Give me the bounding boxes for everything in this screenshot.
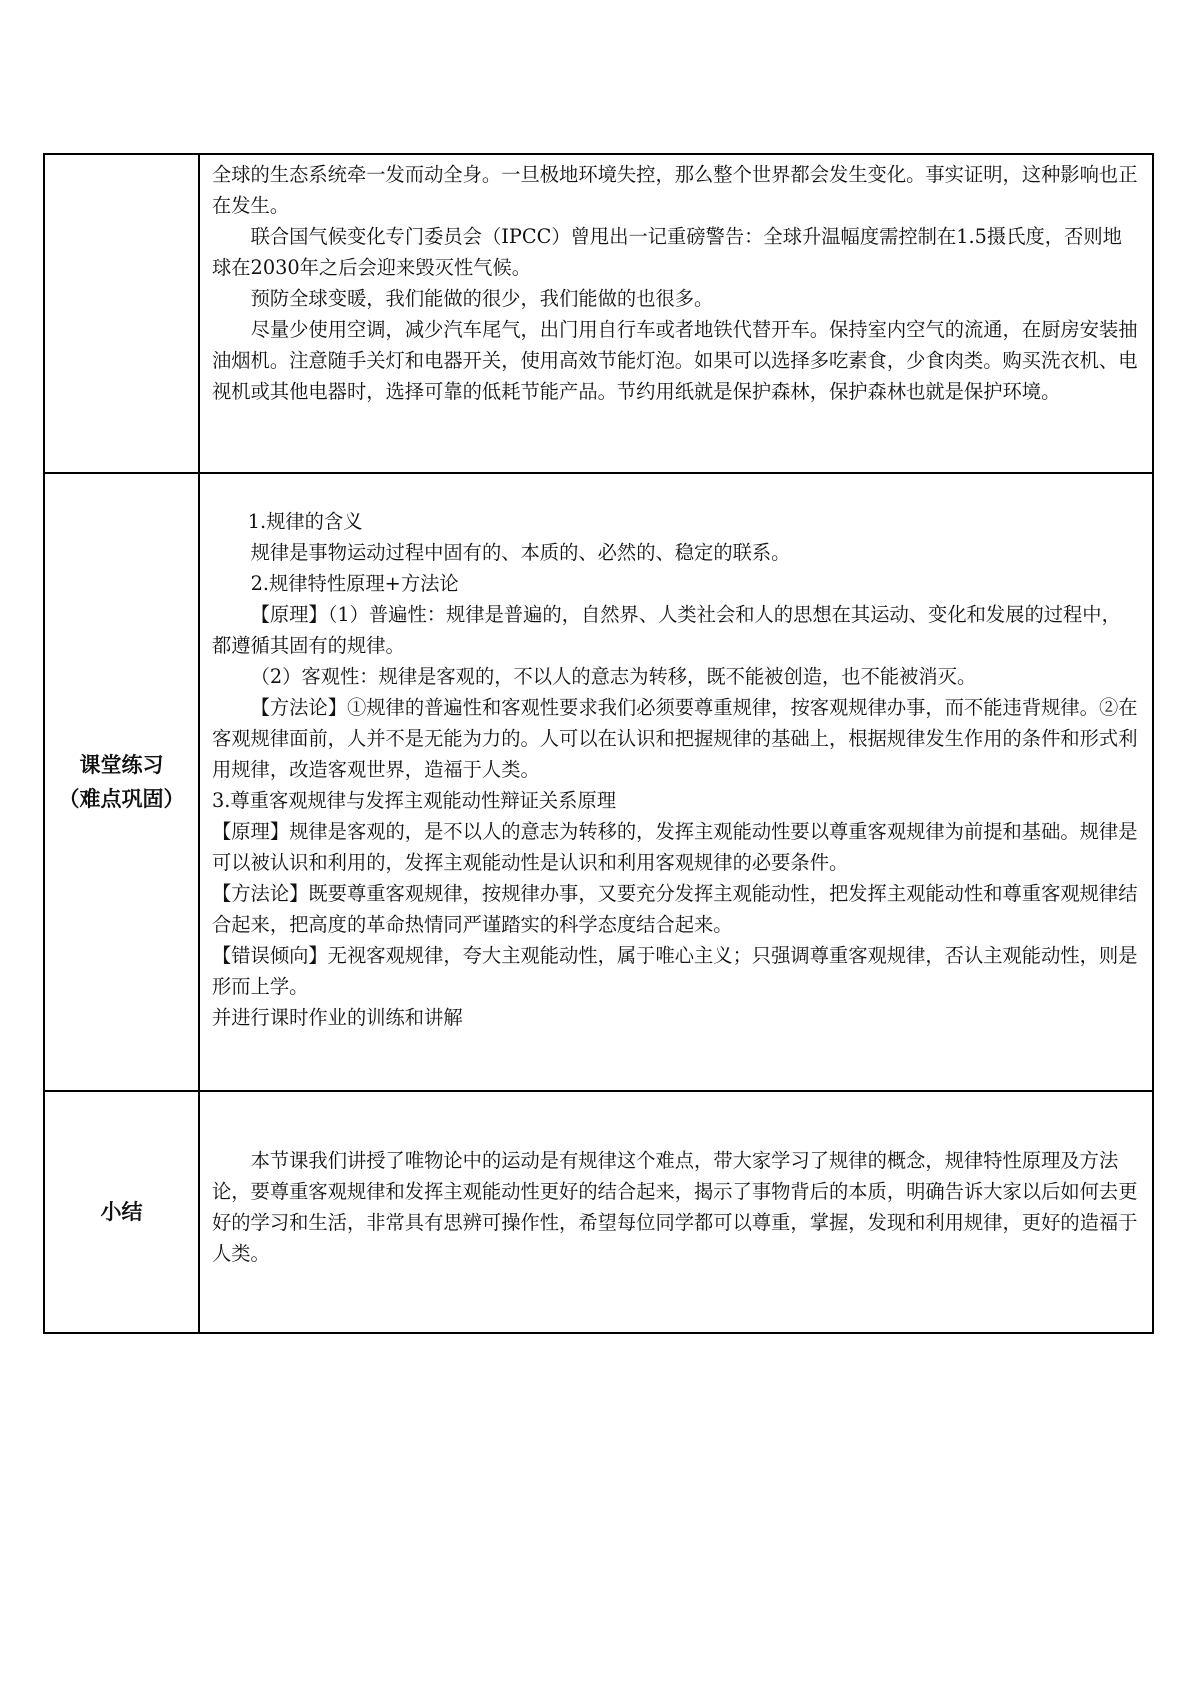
paragraph: 规律是事物运动过程中固有的、本质的、必然的、稳定的联系。 (250, 541, 791, 564)
paragraph: 1.规律的含义 (247, 510, 363, 533)
paragraph: 本节课我们讲授了唯物论中的运动是有规律这个难点，带大家学习了规律的概念，规律特性原理及方法论，要尊重客观规律和发挥主观能动性更好的结合起来，揭示了事物背后的本质，明确告诉大家以后如何去更好的学习和生活，非常具有思辨可操作性，希望每位同学都可以尊重，掌握，发现和利用规律，更好的造福于人类。 (212, 1149, 1138, 1265)
paragraph: 并进行课时作业的训练和讲解 (212, 1006, 463, 1029)
paragraph: （2）客观性：规律是客观的，不以人的意志为转移，既不能被创造，也不能被消灭。 (250, 665, 977, 688)
lesson-plan-table (43, 153, 1154, 1334)
row-label-line: 小结 (100, 1200, 143, 1224)
paragraph: 联合国气候变化专门委员会（IPCC）曾甩出一记重磅警告：全球升温幅度需控制在1.5摄氏度，否则地球在2030年之后会迎来毁灭性气候。 (212, 225, 1122, 279)
paragraph: 【方法论】①规律的普遍性和客观性要求我们必须要尊重规律，按客观规律办事，而不能违背规律。②在客观规律面前，人并不是无能为力的。人可以在认识和把握规律的基础上，根据规律发生作用的条件和形式利用规律，改造客观世界，造福于人类。 (212, 696, 1138, 781)
paragraph: 尽量少使用空调，减少汽车尾气，出门用自行车或者地铁代替开车。保持室内空气的流通，在厨房安装抽油烟机。注意随手关灯和电器开关，使用高效节能灯泡。如果可以选择多吃素食，少食肉类。购买洗衣机、电视机或其他电器时，选择可靠的低耗节能产品。节约用纸就是保护森林，保护森林也就是保护环境。 (212, 318, 1138, 403)
row-label-empty (45, 155, 200, 472)
paragraph: 全球的生态系统牵一发而动全身。一旦极地环境失控，那么整个世界都会发生变化。事实证明，这种影响也正在发生。 (212, 163, 1138, 217)
paragraph: 2.规律特性原理+方法论 (250, 572, 459, 595)
row-label-summary (45, 1092, 200, 1332)
row-label-classroom-practice (45, 474, 200, 1090)
paragraph: 【原理】（1）普遍性：规律是普遍的，自然界、人类社会和人的思想在其运动、变化和发展的过程中，都遵循其固有的规律。 (212, 603, 1121, 657)
paragraph: 【错误倾向】无视客观规律，夸大主观能动性，属于唯心主义；只强调尊重客观规律，否认主观能动性，则是形而上学。 (212, 944, 1138, 998)
row-label-line: 课堂练习 (79, 753, 164, 777)
table-row-summary (45, 1092, 1152, 1332)
table-row-classroom-practice (45, 474, 1152, 1092)
paragraph: 预防全球变暖，我们能做的很少，我们能做的也很多。 (250, 287, 714, 310)
row-content-classroom-practice (200, 474, 1152, 1090)
paragraph: 【原理】规律是客观的，是不以人的意志为转移的，发挥主观能动性要以尊重客观规律为前提和基础。规律是可以被认识和利用的，发挥主观能动性是认识和利用客观规律的必要条件。 (212, 820, 1138, 874)
table-row-continuation (45, 155, 1152, 474)
paragraph: 3.尊重客观规律与发挥主观能动性辩证关系原理 (212, 789, 617, 812)
row-label-line: （难点巩固） (58, 787, 185, 811)
row-content-summary (200, 1092, 1152, 1332)
paragraph: 【方法论】既要尊重客观规律，按规律办事，又要充分发挥主观能动性，把发挥主观能动性和尊重客观规律结合起来，把高度的革命热情同严谨踏实的科学态度结合起来。 (212, 882, 1138, 936)
row-content-global-warming (200, 155, 1152, 472)
